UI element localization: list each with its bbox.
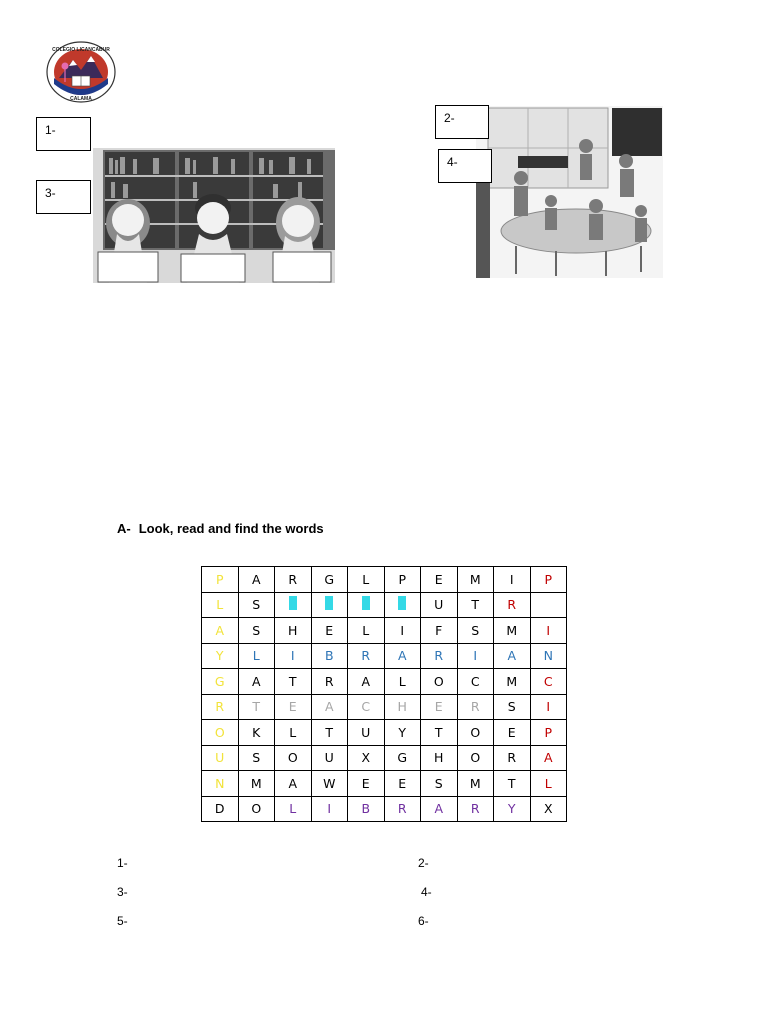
grid-letter: A	[543, 750, 553, 766]
picture-label-2: 2-	[444, 111, 455, 125]
grid-cell[interactable]	[384, 720, 421, 746]
grid-letter: M	[506, 622, 518, 638]
grid-cell[interactable]	[238, 796, 275, 822]
grid-cell[interactable]	[421, 567, 458, 593]
grid-letter: I	[400, 622, 405, 638]
grid-letter: T	[288, 673, 297, 689]
instruction-letter: A-	[117, 521, 131, 536]
grid-cell[interactable]	[421, 771, 458, 797]
grid-letter: I	[546, 622, 551, 638]
grid-letter: C	[543, 673, 553, 689]
grid-letter: O	[433, 673, 444, 689]
grid-cell[interactable]	[457, 796, 494, 822]
picture-label-box-2[interactable]	[435, 105, 489, 139]
grid-cell[interactable]	[457, 669, 494, 695]
grid-letter: W	[323, 775, 336, 791]
grid-letter: M	[469, 571, 481, 587]
grid-letter: E	[434, 699, 443, 715]
grid-row	[202, 643, 567, 669]
answer-line-3: 3-	[117, 885, 128, 899]
grid-letter: Y	[398, 724, 407, 740]
grid-letter: O	[470, 750, 481, 766]
grid-cell[interactable]	[530, 796, 567, 822]
grid-cell[interactable]	[457, 618, 494, 644]
grid-letter: O	[251, 801, 262, 817]
grid-cell[interactable]	[311, 796, 348, 822]
grid-letter	[362, 596, 370, 610]
picture-label-box-3[interactable]	[36, 180, 91, 214]
grid-cell[interactable]	[202, 796, 239, 822]
grid-letter: A	[507, 648, 517, 664]
grid-cell[interactable]	[494, 796, 531, 822]
grid-cell[interactable]	[311, 643, 348, 669]
grid-cell[interactable]	[530, 771, 567, 797]
grid-letter: S	[252, 750, 261, 766]
grid-cell[interactable]	[530, 694, 567, 720]
picture-label-3: 3-	[45, 186, 56, 200]
grid-row	[202, 592, 567, 618]
grid-cell[interactable]	[275, 669, 312, 695]
picture-label-box-4[interactable]	[438, 149, 492, 183]
grid-letter: L	[362, 622, 370, 638]
grid-cell[interactable]	[238, 720, 275, 746]
grid-letter: R	[361, 648, 371, 664]
grid-letter: S	[252, 597, 261, 613]
grid-cell[interactable]	[311, 669, 348, 695]
grid-cell[interactable]	[457, 643, 494, 669]
grid-cell[interactable]	[202, 694, 239, 720]
grid-cell[interactable]	[348, 694, 385, 720]
grid-cell[interactable]	[348, 771, 385, 797]
library-children-illustration	[93, 148, 335, 283]
grid-letter: P	[398, 571, 407, 587]
grid-letter: L	[252, 648, 260, 664]
grid-cell[interactable]	[348, 796, 385, 822]
grid-cell[interactable]	[421, 618, 458, 644]
grid-cell[interactable]	[494, 669, 531, 695]
word-search-grid	[201, 566, 567, 822]
grid-cell[interactable]	[530, 592, 567, 618]
grid-letter: E	[361, 775, 370, 791]
grid-cell[interactable]	[348, 643, 385, 669]
grid-cell[interactable]	[311, 567, 348, 593]
grid-row	[202, 567, 567, 593]
grid-cell[interactable]	[384, 669, 421, 695]
grid-letter: X	[543, 801, 553, 817]
grid-cell[interactable]	[275, 771, 312, 797]
grid-letter: T	[252, 699, 261, 715]
grid-letter	[289, 596, 297, 610]
grid-cell[interactable]	[530, 745, 567, 771]
grid-cell[interactable]	[275, 796, 312, 822]
grid-letter: I	[473, 648, 478, 664]
grid-letter: G	[324, 571, 335, 587]
music-class-illustration	[476, 106, 663, 278]
grid-cell[interactable]	[530, 567, 567, 593]
grid-cell[interactable]	[421, 643, 458, 669]
grid-letter: B	[324, 648, 334, 664]
grid-cell[interactable]	[494, 592, 531, 618]
grid-cell[interactable]	[348, 618, 385, 644]
grid-cell[interactable]	[421, 669, 458, 695]
grid-cell[interactable]	[202, 745, 239, 771]
grid-cell[interactable]	[530, 618, 567, 644]
grid-letter: A	[434, 801, 444, 817]
logo-top-text: COLEGIO LICANCABUR	[52, 47, 110, 53]
picture-label-4: 4-	[447, 155, 458, 169]
grid-letter: R	[397, 801, 407, 817]
grid-cell[interactable]	[202, 669, 239, 695]
grid-letter: T	[507, 775, 516, 791]
grid-letter: K	[252, 724, 261, 740]
grid-letter: C	[470, 673, 480, 689]
grid-letter: M	[250, 775, 262, 791]
grid-row	[202, 771, 567, 797]
grid-letter: L	[544, 775, 552, 791]
grid-letter: U	[324, 750, 334, 766]
grid-cell[interactable]	[421, 796, 458, 822]
grid-cell[interactable]	[457, 745, 494, 771]
grid-letter: S	[434, 775, 443, 791]
grid-cell[interactable]	[238, 592, 275, 618]
grid-letter: O	[287, 750, 298, 766]
grid-cell[interactable]	[311, 745, 348, 771]
grid-letter	[398, 596, 406, 610]
grid-letter	[325, 596, 333, 610]
grid-letter: A	[324, 699, 334, 715]
grid-cell[interactable]	[275, 745, 312, 771]
grid-letter: N	[215, 775, 225, 791]
grid-letter: L	[289, 801, 297, 817]
grid-letter: A	[361, 673, 371, 689]
grid-letter: U	[361, 724, 371, 740]
grid-cell[interactable]	[311, 720, 348, 746]
grid-cell[interactable]	[348, 592, 385, 618]
grid-cell[interactable]	[457, 567, 494, 593]
grid-cell[interactable]	[311, 694, 348, 720]
grid-letter: R	[324, 673, 334, 689]
grid-letter: E	[507, 724, 516, 740]
grid-letter: U	[215, 750, 225, 766]
grid-cell[interactable]	[275, 618, 312, 644]
picture-label-1: 1-	[45, 123, 56, 137]
grid-letter: T	[471, 597, 480, 613]
grid-cell[interactable]	[494, 745, 531, 771]
grid-letter: R	[470, 699, 480, 715]
grid-letter: E	[434, 571, 443, 587]
grid-letter: P	[215, 571, 224, 587]
grid-cell[interactable]	[384, 796, 421, 822]
grid-cell[interactable]	[421, 745, 458, 771]
grid-cell[interactable]	[238, 669, 275, 695]
grid-cell[interactable]	[494, 618, 531, 644]
grid-cell[interactable]	[275, 567, 312, 593]
grid-cell[interactable]	[275, 592, 312, 618]
grid-cell[interactable]	[494, 694, 531, 720]
grid-letter: L	[216, 597, 224, 613]
grid-letter: S	[252, 622, 261, 638]
grid-letter: E	[325, 622, 334, 638]
grid-letter: A	[215, 622, 225, 638]
grid-letter: P	[544, 571, 553, 587]
grid-cell[interactable]	[384, 592, 421, 618]
answer-line-2: 2-	[418, 856, 429, 870]
grid-cell[interactable]	[238, 643, 275, 669]
grid-row	[202, 796, 567, 822]
grid-letter: I	[327, 801, 332, 817]
grid-letter: C	[361, 699, 371, 715]
grid-letter: I	[290, 648, 295, 664]
grid-letter: R	[507, 750, 517, 766]
instruction-heading	[117, 521, 324, 536]
grid-letter: T	[434, 724, 443, 740]
grid-letter: U	[434, 597, 444, 613]
grid-cell[interactable]	[202, 592, 239, 618]
grid-cell[interactable]	[311, 592, 348, 618]
grid-cell[interactable]	[384, 694, 421, 720]
grid-cell[interactable]	[311, 618, 348, 644]
grid-letter: Y	[507, 801, 516, 817]
grid-letter: R	[507, 597, 517, 613]
grid-cell[interactable]	[202, 771, 239, 797]
instruction-text: Look, read and find the words	[138, 521, 324, 536]
picture-label-box-1[interactable]	[36, 117, 91, 151]
grid-cell[interactable]	[530, 643, 567, 669]
grid-letter: A	[397, 648, 407, 664]
grid-letter: A	[288, 775, 298, 791]
grid-letter: F	[435, 622, 443, 638]
grid-cell[interactable]	[238, 567, 275, 593]
grid-letter: M	[469, 775, 481, 791]
grid-letter: L	[398, 673, 406, 689]
grid-cell[interactable]	[238, 618, 275, 644]
grid-letter: R	[215, 699, 225, 715]
grid-letter: R	[470, 801, 480, 817]
grid-letter: P	[544, 724, 553, 740]
grid-letter: Y	[215, 648, 224, 664]
grid-cell[interactable]	[348, 669, 385, 695]
grid-row	[202, 618, 567, 644]
grid-cell[interactable]	[494, 567, 531, 593]
school-logo	[45, 40, 117, 104]
grid-cell[interactable]	[348, 567, 385, 593]
grid-cell[interactable]	[384, 771, 421, 797]
grid-row	[202, 745, 567, 771]
grid-cell[interactable]	[384, 745, 421, 771]
grid-letter: H	[288, 622, 298, 638]
answer-line-6: 6-	[418, 914, 429, 928]
grid-cell[interactable]	[530, 669, 567, 695]
grid-cell[interactable]	[530, 720, 567, 746]
grid-letter: O	[214, 724, 225, 740]
grid-letter: N	[543, 648, 553, 664]
grid-cell[interactable]	[202, 643, 239, 669]
grid-cell[interactable]	[457, 720, 494, 746]
grid-cell[interactable]	[275, 694, 312, 720]
grid-cell[interactable]	[494, 771, 531, 797]
grid-cell[interactable]	[457, 694, 494, 720]
grid-cell[interactable]	[421, 694, 458, 720]
answer-line-5: 5-	[117, 914, 128, 928]
grid-cell[interactable]	[202, 618, 239, 644]
grid-cell[interactable]	[238, 771, 275, 797]
grid-cell[interactable]	[275, 643, 312, 669]
grid-letter: T	[325, 724, 334, 740]
grid-cell[interactable]	[457, 592, 494, 618]
grid-cell[interactable]	[275, 720, 312, 746]
grid-letter: G	[214, 673, 225, 689]
grid-cell[interactable]	[348, 720, 385, 746]
grid-letter: E	[398, 775, 407, 791]
grid-cell[interactable]	[384, 643, 421, 669]
grid-row	[202, 720, 567, 746]
grid-row	[202, 669, 567, 695]
grid-cell[interactable]	[311, 771, 348, 797]
grid-cell[interactable]	[384, 618, 421, 644]
grid-letter: O	[470, 724, 481, 740]
grid-letter: M	[506, 673, 518, 689]
grid-letter: R	[288, 571, 298, 587]
answer-line-1: 1-	[117, 856, 128, 870]
grid-cell[interactable]	[238, 694, 275, 720]
grid-cell[interactable]	[384, 567, 421, 593]
grid-cell[interactable]	[457, 771, 494, 797]
grid-cell[interactable]	[494, 643, 531, 669]
grid-letter: G	[397, 750, 408, 766]
grid-letter: S	[507, 699, 516, 715]
grid-letter: B	[361, 801, 371, 817]
grid-letter: X	[361, 750, 371, 766]
grid-letter: A	[251, 571, 261, 587]
grid-letter: E	[288, 699, 297, 715]
grid-cell[interactable]	[348, 745, 385, 771]
grid-letter: L	[362, 571, 370, 587]
grid-cell[interactable]	[421, 592, 458, 618]
grid-letter: H	[397, 699, 407, 715]
grid-letter: S	[471, 622, 480, 638]
grid-letter: D	[214, 801, 225, 817]
logo-bottom-text: CALAMA	[70, 96, 92, 102]
grid-letter: A	[251, 673, 261, 689]
grid-row	[202, 694, 567, 720]
grid-cell[interactable]	[202, 720, 239, 746]
grid-cell[interactable]	[202, 567, 239, 593]
grid-letter: H	[434, 750, 444, 766]
grid-cell[interactable]	[421, 720, 458, 746]
grid-letter: L	[289, 724, 297, 740]
answer-line-4: 4-	[421, 885, 432, 899]
grid-cell[interactable]	[494, 720, 531, 746]
grid-letter: I	[546, 699, 551, 715]
grid-cell[interactable]	[238, 745, 275, 771]
grid-letter: I	[509, 571, 514, 587]
grid-letter: R	[434, 648, 444, 664]
